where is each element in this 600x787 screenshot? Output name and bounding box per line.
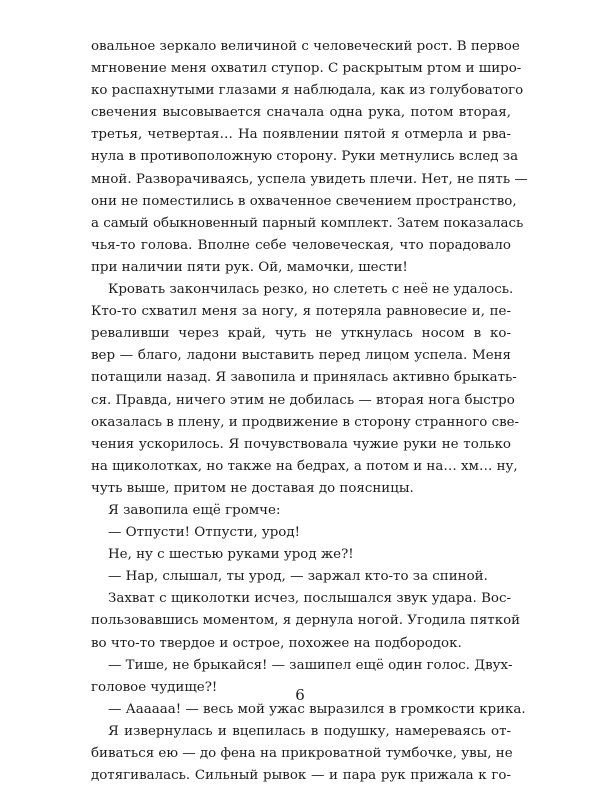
text-line: чуть выше, притом не доставая до поясницы.	[91, 480, 414, 496]
text-line: на щиколотках, но также на бедрах, а потом и на… хм… ну,	[91, 458, 518, 474]
text-line: во что-то твердое и острое, похожее на подбородок.	[91, 635, 462, 651]
page-number: 6	[295, 686, 305, 704]
text-line: Не, ну с шестью руками урод же?!	[108, 547, 354, 563]
text-line: при наличии пяти рук. Ой, мамочки, шести!	[91, 259, 408, 275]
text-line: дотягивалась. Сильный рывок — и пара рук прижала к го-	[91, 768, 511, 784]
text-line: Кровать закончилась резко, но слететь с неё не удалось.	[108, 282, 514, 298]
text-line: Я завопила ещё громче:	[108, 502, 281, 518]
text-line: оказалась в плену, и продвижение в сторону странного све-	[91, 414, 520, 430]
text-line: третья, четвертая… На появлении пятой я отмерла и рва-	[91, 127, 511, 143]
text-line: пользовавшись моментом, я дернула ногой. Угодила пяткой	[91, 613, 521, 629]
text-line: нула в противоположную сторону. Руки метнулись вслед за	[91, 149, 519, 165]
text-line: свечения высовывается сначала одна рука, потом вторая,	[91, 105, 511, 121]
text-line: — Отпусти! Отпусти, урод!	[108, 525, 300, 541]
text-line: головое чудище?!	[91, 679, 218, 695]
text-line: потащили назад. Я завопила и принялась активно брыкать-	[91, 370, 517, 386]
text-line: а самый обыкновенный парный комплект. Затем показалась	[91, 215, 524, 231]
text-line: мгновение меня охватил ступор. С раскрытым ртом и широ-	[91, 61, 522, 77]
text-line: чения ускорилось. Я почувствовала чужие руки не только	[91, 436, 511, 452]
text-line: Я извернулась и вцепилась в подушку, намереваясь от-	[108, 723, 511, 739]
text-line: Захват с щиколотки исчез, послышался звук удара. Вос-	[108, 591, 511, 607]
text-line: мной. Разворачиваясь, успела увидеть плечи. Нет, не пять —	[91, 171, 528, 187]
body-text	[91, 36, 528, 787]
text-line: Кто-то схватил меня за ногу, я потеряла равновесие и, пе-	[91, 304, 511, 320]
text-line: биваться ею — до фена на прикроватной тумбочке, увы, не	[91, 746, 513, 761]
text-line: вер — благо, ладони выставить перед лицом успела. Меня	[91, 348, 511, 364]
text-line: овальное зеркало величиной с человеческий рост. В первое	[91, 39, 520, 54]
text-line: ко распахнутыми глазами я наблюдала, как из голубоватого	[91, 83, 524, 99]
text-line: ся. Правда, ничего этим не добилась — вторая нога быстро	[91, 392, 515, 408]
text-line: — Тише, не брыкайся! — зашипел ещё один голос. Двух-	[108, 657, 513, 673]
text-line: — Нар, слышал, ты урод, — заржал кто-то за спиной.	[108, 569, 488, 585]
text-line: чья-то голова. Вполне себе человеческая, что порадовало	[91, 237, 511, 253]
text-line: реваливши через край, чуть не уткнулась носом в ко-	[91, 326, 511, 342]
text-line: — Аааааа! — весь мой ужас выразился в громкости крика.	[108, 701, 526, 717]
text-line: они не поместились в охваченное свечением пространство,	[91, 193, 517, 209]
